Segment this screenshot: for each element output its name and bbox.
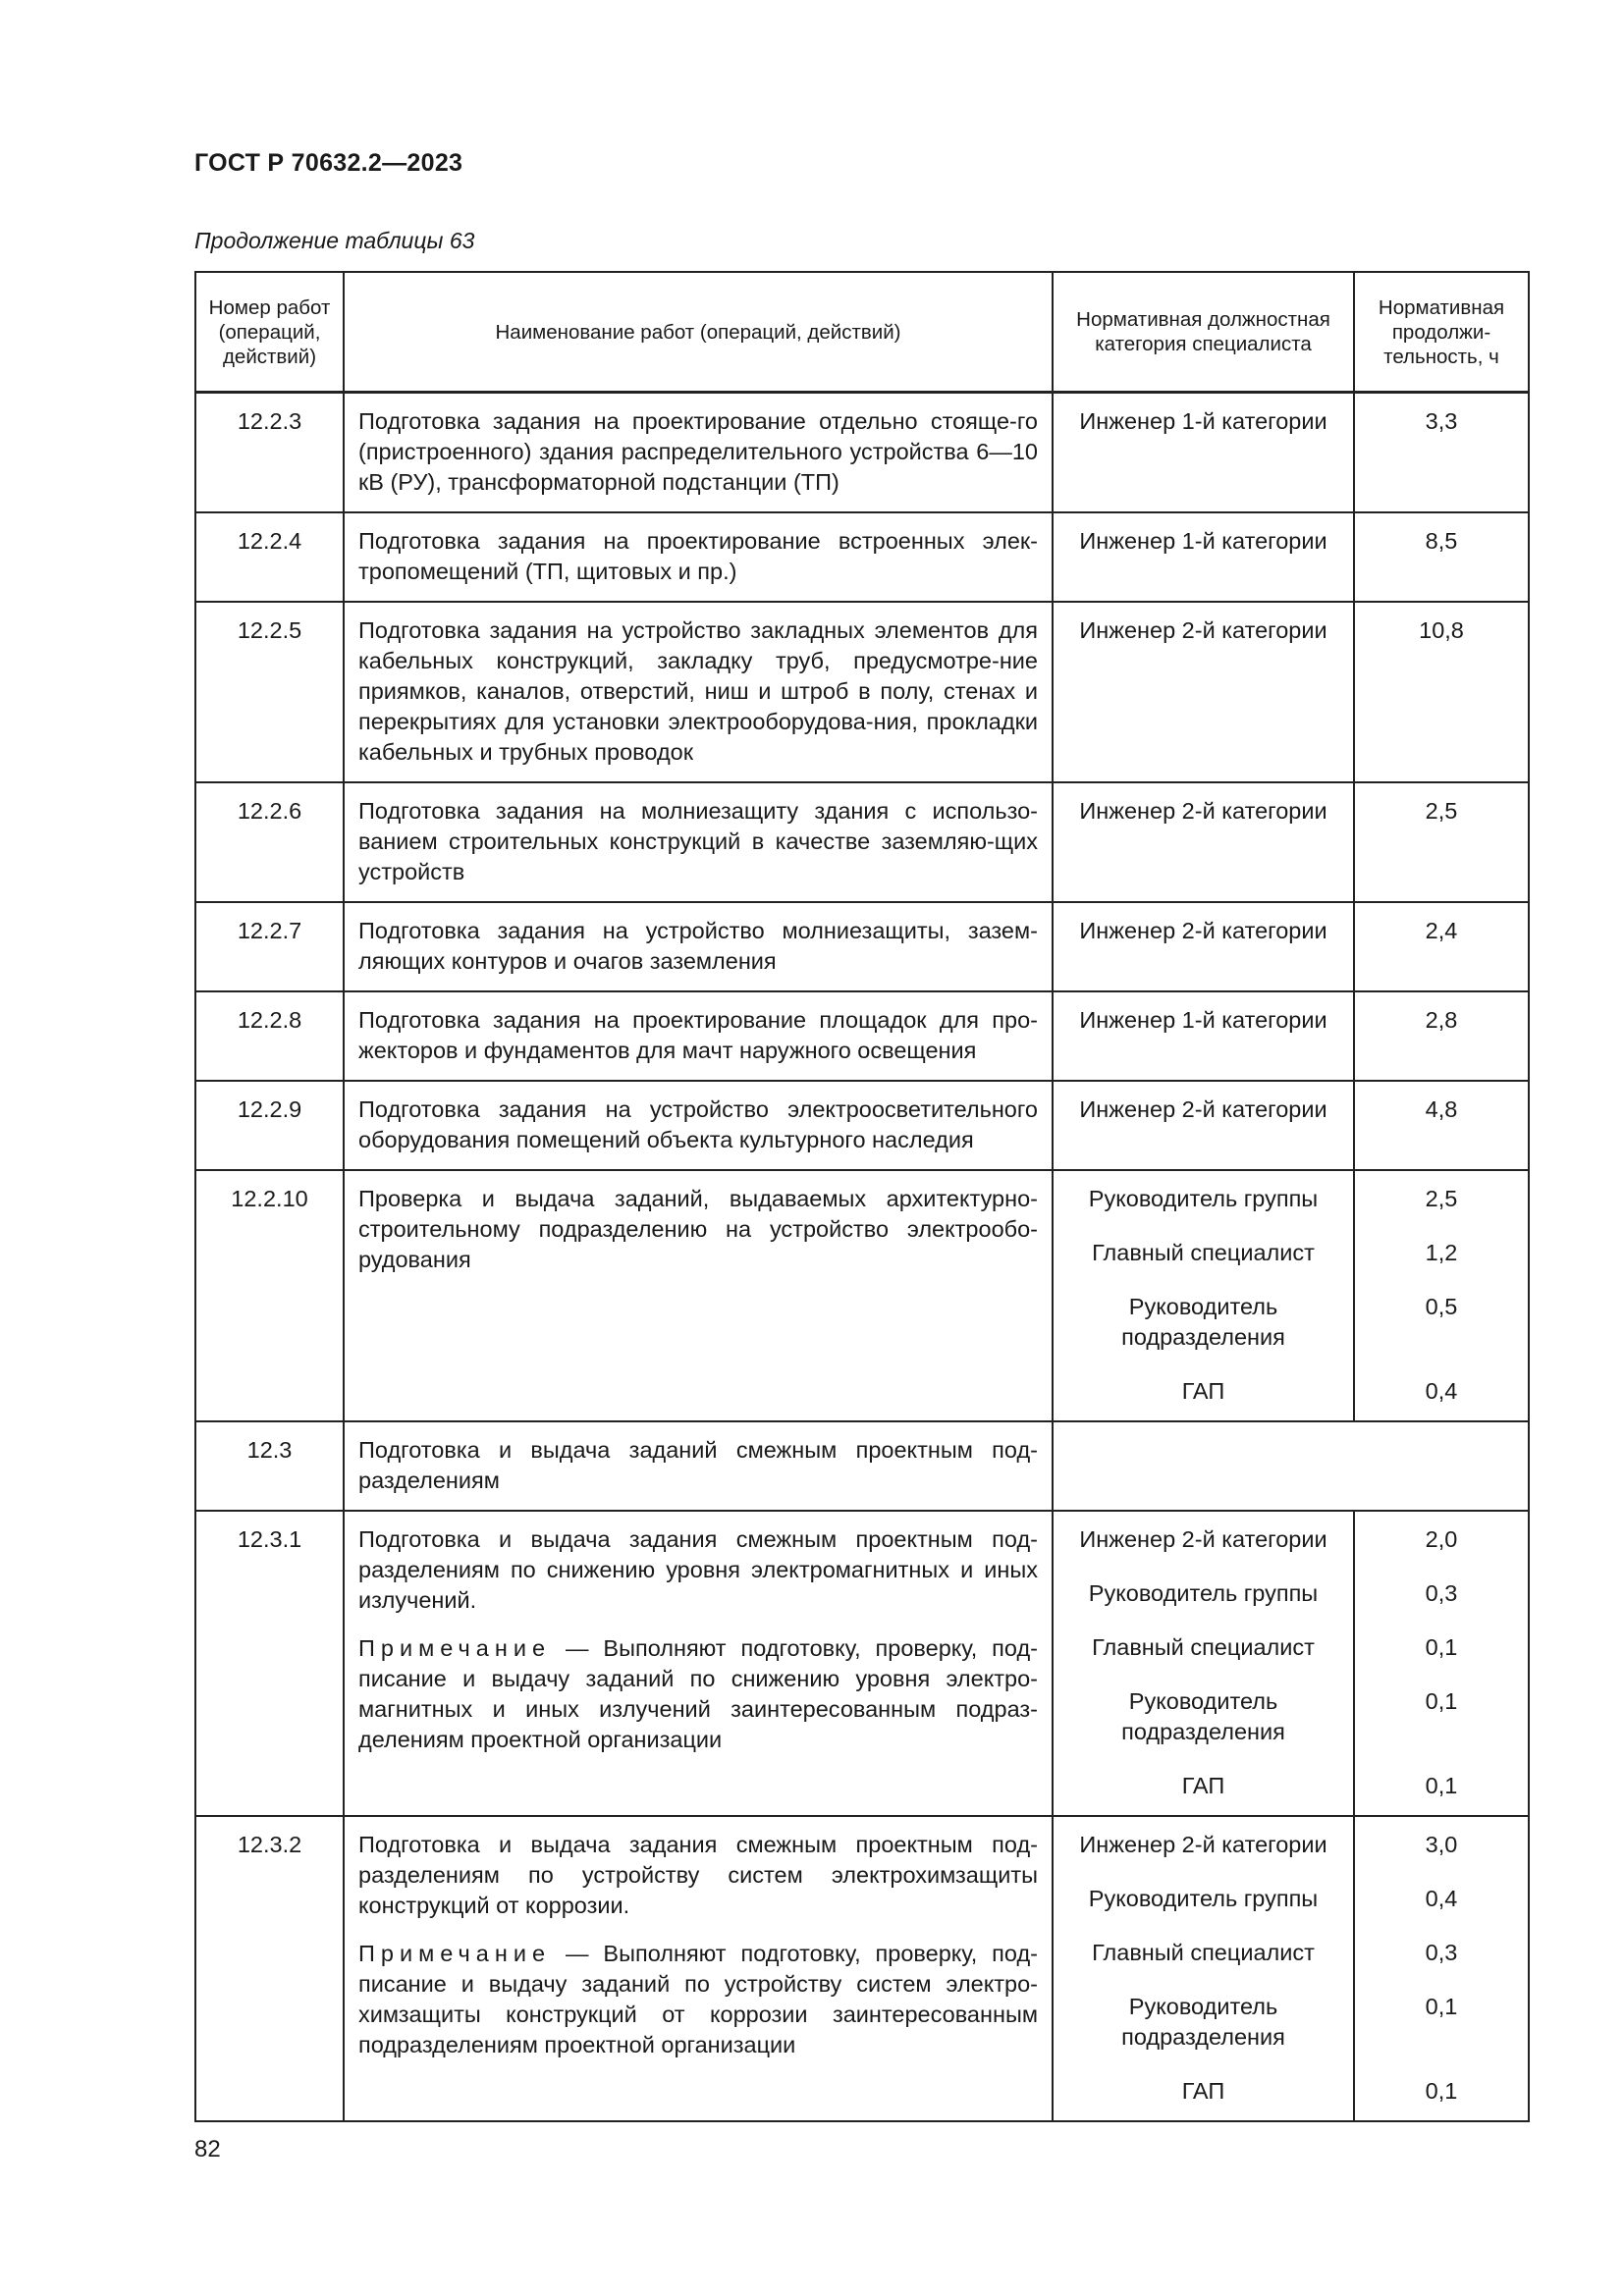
table-row xyxy=(195,512,1529,602)
duration-value: 0,1 xyxy=(1425,1994,1458,2019)
work-name-text: Проверка и выдача заданий, выдаваемых архитектурно-строительному подразделению на устройство электрообо-рудования xyxy=(358,1186,1038,1272)
specialist-category: Руководитель группы xyxy=(1088,1186,1319,1211)
column-header-category: Нормативная должностная категория специалиста xyxy=(1053,272,1354,393)
specialist-category: Инженер 1-й категории xyxy=(1079,528,1327,554)
work-name-text: Подготовка и выдача задания смежным проектным под-разделениям по снижению уровня электромагнитных и иных излучений. xyxy=(358,1526,1038,1613)
specialist-category: Главный специалист xyxy=(1092,1634,1315,1660)
specialist-category-cell xyxy=(1053,602,1354,782)
duration-value: 1,2 xyxy=(1425,1240,1458,1265)
specialist-category: Инженер 2-й категории xyxy=(1079,918,1327,943)
specialist-category-cell xyxy=(1053,991,1354,1081)
work-name-text: Подготовка и выдача задания смежным проектным под-разделениям по устройству систем электрохимзащиты конструкций от коррозии. xyxy=(358,1832,1038,1918)
duration-value: 0,4 xyxy=(1425,1378,1458,1404)
duration-cell xyxy=(1354,393,1529,513)
specialist-category: Руководитель подразделения xyxy=(1121,1294,1285,1350)
column-header-name: Наименование работ (операций, действий) xyxy=(344,272,1053,393)
specialist-category-cell xyxy=(1053,1170,1354,1421)
work-name-cell xyxy=(344,1816,1053,2121)
specialist-category: Главный специалист xyxy=(1092,1940,1315,1965)
specialist-category: Инженер 2-й категории xyxy=(1079,1096,1327,1122)
work-name-text: Подготовка задания на проектирование встроенных элек-тропомещений (ТП, щитовых и пр.) xyxy=(358,528,1038,584)
duration-cell xyxy=(1354,1511,1529,1816)
specialist-category: ГАП xyxy=(1181,2078,1225,2104)
work-number-cell: 12.2.7 xyxy=(195,902,344,991)
work-number-cell: 12.2.9 xyxy=(195,1081,344,1170)
duration-value: 3,3 xyxy=(1425,408,1458,434)
work-name-cell xyxy=(344,602,1053,782)
table-body xyxy=(195,393,1529,2122)
work-name-cell xyxy=(344,991,1053,1081)
work-number-cell: 12.3.2 xyxy=(195,1816,344,2121)
note-label: Примечание xyxy=(358,1635,552,1661)
duration-value: 2,8 xyxy=(1425,1007,1458,1033)
duration-value: 0,4 xyxy=(1425,1886,1458,1911)
duration-cell xyxy=(1354,602,1529,782)
table-row xyxy=(195,1816,1529,2121)
specialist-category-cell xyxy=(1053,902,1354,991)
work-number-cell: 12.2.5 xyxy=(195,602,344,782)
specialist-category: Инженер 1-й категории xyxy=(1079,408,1327,434)
page-number: 82 xyxy=(194,2136,221,2163)
table-header xyxy=(195,272,1529,393)
duration-value: 0,1 xyxy=(1425,2078,1458,2104)
work-name-text: Подготовка задания на устройство электроосветительного оборудования помещений объекта культурного наследия xyxy=(358,1096,1038,1152)
duration-cell xyxy=(1354,1170,1529,1421)
specialist-category-cell xyxy=(1053,393,1354,513)
work-norms-table xyxy=(194,271,1530,2122)
duration-value: 3,0 xyxy=(1425,1832,1458,1857)
work-name-cell xyxy=(344,1170,1053,1421)
duration-cell xyxy=(1354,991,1529,1081)
work-number-cell: 12.2.10 xyxy=(195,1170,344,1421)
specialist-category-cell xyxy=(1053,512,1354,602)
duration-value: 0,1 xyxy=(1425,1688,1458,1714)
table-row xyxy=(195,602,1529,782)
specialist-category: Руководитель группы xyxy=(1088,1886,1319,1911)
specialist-category-cell xyxy=(1053,1816,1354,2121)
specialist-category: ГАП xyxy=(1181,1773,1225,1798)
empty-merged-cell xyxy=(1053,1421,1529,1511)
work-name-cell xyxy=(344,782,1053,902)
work-name-text: Подготовка и выдача заданий смежным проектным под-разделениям xyxy=(358,1437,1038,1493)
duration-value: 0,3 xyxy=(1425,1940,1458,1965)
specialist-category: Инженер 2-й категории xyxy=(1079,1832,1327,1857)
duration-value: 0,5 xyxy=(1425,1294,1458,1319)
table-row xyxy=(195,1170,1529,1421)
specialist-category: Руководитель подразделения xyxy=(1121,1994,1285,2050)
work-name-text: Подготовка задания на проектирование отдельно стояще-го (пристроенного) здания распределительного устройства 6—10 кВ (РУ), трансформаторной подстанции (ТП) xyxy=(358,408,1038,495)
table-row xyxy=(195,1081,1529,1170)
work-name-cell xyxy=(344,902,1053,991)
table-row xyxy=(195,902,1529,991)
specialist-category-cell xyxy=(1053,1081,1354,1170)
work-note xyxy=(358,1939,1038,2060)
work-name-text: Подготовка задания на устройство молниезащиты, зазем-ляющих контуров и очагов заземления xyxy=(358,918,1038,974)
specialist-category-cell xyxy=(1053,782,1354,902)
work-name-cell xyxy=(344,1081,1053,1170)
duration-cell xyxy=(1354,782,1529,902)
duration-value: 10,8 xyxy=(1419,617,1464,643)
work-name-cell xyxy=(344,1421,1053,1511)
duration-value: 0,3 xyxy=(1425,1580,1458,1606)
specialist-category: Руководитель подразделения xyxy=(1121,1688,1285,1744)
work-note xyxy=(358,1633,1038,1755)
note-text: — Выполняют подготовку, проверку, под-писание и выдачу заданий по устройству систем электро-химзащиты конструкций от коррозии заинтересованным подразделениям проектной организации xyxy=(358,1941,1038,2057)
specialist-category: Инженер 2-й категории xyxy=(1079,617,1327,643)
work-name-text: Подготовка задания на проектирование площадок для про-жекторов и фундаментов для мачт наружного освещения xyxy=(358,1007,1038,1063)
work-number-cell: 12.2.8 xyxy=(195,991,344,1081)
column-header-number: Номер работ (операций, действий) xyxy=(195,272,344,393)
work-name-text: Подготовка задания на устройство закладных элементов для кабельных конструкций, закладку труб, предусмотре-ние приямков, каналов, отверстий, ниш и штроб в полу, стенах и перекрытиях для установки электрооборудова-ния, прокладки кабельных и трубных проводок xyxy=(358,617,1038,765)
table-row xyxy=(195,991,1529,1081)
specialist-category: Руководитель группы xyxy=(1088,1580,1319,1606)
duration-value: 2,5 xyxy=(1425,798,1458,824)
note-label: Примечание xyxy=(358,1941,552,1966)
table-row xyxy=(195,393,1529,513)
work-name-cell xyxy=(344,512,1053,602)
specialist-category-cell xyxy=(1053,1511,1354,1816)
specialist-category: ГАП xyxy=(1181,1378,1225,1404)
duration-value: 2,0 xyxy=(1425,1526,1458,1552)
column-header-duration: Нормативная продолжи-тельность, ч xyxy=(1354,272,1529,393)
work-name-text: Подготовка задания на молниезащиту здания с использо-ванием строительных конструкций в качестве заземляю-щих устройств xyxy=(358,798,1038,884)
document-code: ГОСТ Р 70632.2—2023 xyxy=(194,149,463,177)
work-number-cell: 12.2.3 xyxy=(195,393,344,513)
work-name-cell xyxy=(344,1511,1053,1816)
table-caption: Продолжение таблицы 63 xyxy=(194,228,475,253)
work-number-cell: 12.2.6 xyxy=(195,782,344,902)
duration-value: 8,5 xyxy=(1425,528,1458,554)
work-number-cell: 12.3 xyxy=(195,1421,344,1511)
note-text: — Выполняют подготовку, проверку, под-писание и выдачу заданий по снижению уровня электро-магнитных и иных излучений заинтересованным подраз-делениям проектной организации xyxy=(358,1635,1038,1752)
specialist-category: Инженер 2-й категории xyxy=(1079,798,1327,824)
duration-value: 4,8 xyxy=(1425,1096,1458,1122)
specialist-category: Главный специалист xyxy=(1092,1240,1315,1265)
specialist-category: Инженер 1-й категории xyxy=(1079,1007,1327,1033)
duration-cell xyxy=(1354,1081,1529,1170)
duration-cell xyxy=(1354,1816,1529,2121)
duration-value: 0,1 xyxy=(1425,1773,1458,1798)
duration-cell xyxy=(1354,902,1529,991)
table-row xyxy=(195,782,1529,902)
specialist-category: Инженер 2-й категории xyxy=(1079,1526,1327,1552)
duration-value: 0,1 xyxy=(1425,1634,1458,1660)
duration-cell xyxy=(1354,512,1529,602)
duration-value: 2,4 xyxy=(1425,918,1458,943)
work-number-cell: 12.2.4 xyxy=(195,512,344,602)
table-row xyxy=(195,1421,1529,1511)
work-number-cell: 12.3.1 xyxy=(195,1511,344,1816)
table-row xyxy=(195,1511,1529,1816)
work-name-cell xyxy=(344,393,1053,513)
duration-value: 2,5 xyxy=(1425,1186,1458,1211)
